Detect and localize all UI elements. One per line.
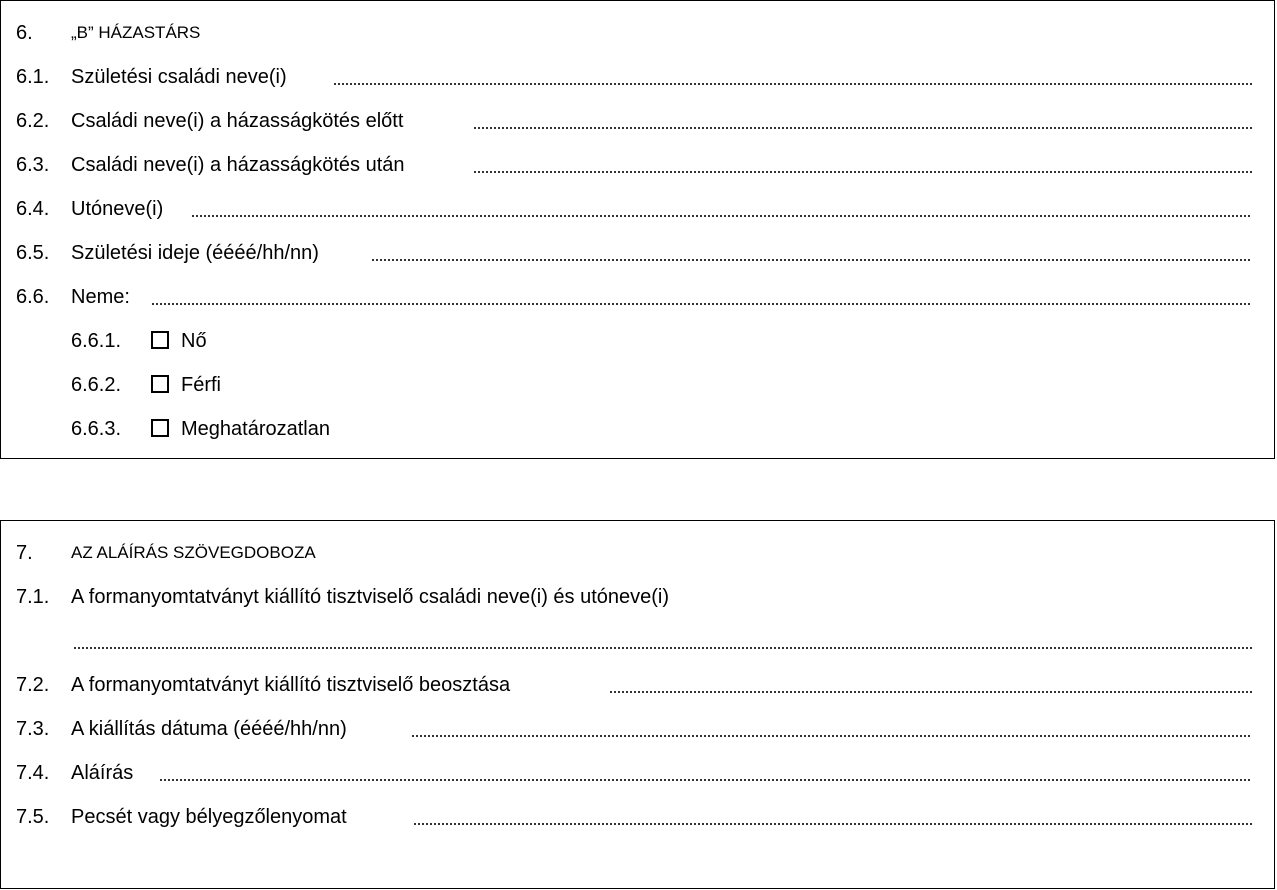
field-label: Pecsét vagy bélyegzőlenyomat bbox=[71, 806, 347, 828]
checkbox-male[interactable] bbox=[151, 375, 169, 393]
section-7-box bbox=[0, 520, 1275, 889]
field-label: Családi neve(i) a házasságkötés után bbox=[71, 154, 405, 176]
field-number: 7.3. bbox=[16, 718, 50, 740]
section-6-heading bbox=[1, 19, 1274, 47]
option-label: Meghatározatlan bbox=[181, 418, 330, 440]
field-row-surname-after-marriage bbox=[1, 151, 1274, 179]
field-label: A formanyomtatványt kiállító tisztviselő családi neve(i) és utóneve(i) bbox=[71, 586, 670, 608]
gender-option-undetermined bbox=[1, 415, 1274, 443]
field-number: 7.5. bbox=[16, 806, 50, 828]
fill-line-stamp[interactable] bbox=[413, 823, 1252, 825]
field-number: 6.1. bbox=[16, 66, 50, 88]
fill-line-official-position[interactable] bbox=[609, 691, 1252, 693]
fill-line-sex[interactable] bbox=[151, 303, 1252, 305]
field-number: 6.3. bbox=[16, 154, 50, 176]
field-label: A kiállítás dátuma (éééé/hh/nn) bbox=[71, 718, 347, 740]
field-number: 7.1. bbox=[16, 586, 50, 608]
option-number: 6.6.3. bbox=[71, 418, 122, 440]
gender-option-female bbox=[1, 327, 1274, 355]
field-number: 7.4. bbox=[16, 762, 50, 784]
field-label: Születési ideje (éééé/hh/nn) bbox=[71, 242, 319, 264]
section-number: 6. bbox=[16, 22, 33, 44]
field-row-forenames bbox=[1, 195, 1274, 223]
section-title: „B” HÁZASTÁRS bbox=[71, 23, 201, 42]
fill-line-surname-before-marriage[interactable] bbox=[473, 127, 1252, 129]
field-row-surname-before-marriage bbox=[1, 107, 1274, 135]
fill-line-forenames[interactable] bbox=[191, 215, 1252, 217]
field-row-sex bbox=[1, 283, 1274, 311]
field-row-birth-date bbox=[1, 239, 1274, 267]
field-number: 6.2. bbox=[16, 110, 50, 132]
field-row-official-name bbox=[1, 583, 1274, 611]
field-number: 6.5. bbox=[16, 242, 50, 264]
field-row-issue-date bbox=[1, 715, 1274, 743]
field-number: 7.2. bbox=[16, 674, 50, 696]
field-row-signature bbox=[1, 759, 1274, 787]
option-number: 6.6.1. bbox=[71, 330, 122, 352]
fill-line-signature[interactable] bbox=[159, 779, 1252, 781]
field-row-stamp bbox=[1, 803, 1274, 831]
section-number: 7. bbox=[16, 542, 33, 564]
field-label: A formanyomtatványt kiállító tisztviselő beosztása bbox=[71, 674, 511, 696]
option-label: Nő bbox=[181, 330, 207, 352]
fill-line-issue-date[interactable] bbox=[411, 735, 1252, 737]
section-7-heading bbox=[1, 539, 1274, 567]
field-number: 6.6. bbox=[16, 286, 50, 308]
field-label: Aláírás bbox=[71, 762, 134, 784]
option-label: Férfi bbox=[181, 374, 221, 396]
fill-line-birth-date[interactable] bbox=[371, 259, 1252, 261]
field-row-official-position bbox=[1, 671, 1274, 699]
gender-option-male bbox=[1, 371, 1274, 399]
field-number: 6.4. bbox=[16, 198, 50, 220]
field-label: Utóneve(i) bbox=[71, 198, 164, 220]
field-row-official-name-line bbox=[1, 627, 1274, 655]
option-number: 6.6.2. bbox=[71, 374, 122, 396]
fill-line-birth-surname[interactable] bbox=[333, 83, 1252, 85]
field-label: Családi neve(i) a házasságkötés előtt bbox=[71, 110, 404, 132]
checkbox-female[interactable] bbox=[151, 331, 169, 349]
field-row-birth-surname bbox=[1, 63, 1274, 91]
checkbox-undetermined[interactable] bbox=[151, 419, 169, 437]
field-label: Születési családi neve(i) bbox=[71, 66, 287, 88]
fill-line-official-name[interactable] bbox=[73, 647, 1252, 649]
section-title: AZ ALÁÍRÁS SZÖVEGDOBOZA bbox=[71, 543, 316, 562]
field-label: Neme: bbox=[71, 286, 130, 308]
fill-line-surname-after-marriage[interactable] bbox=[473, 171, 1252, 173]
